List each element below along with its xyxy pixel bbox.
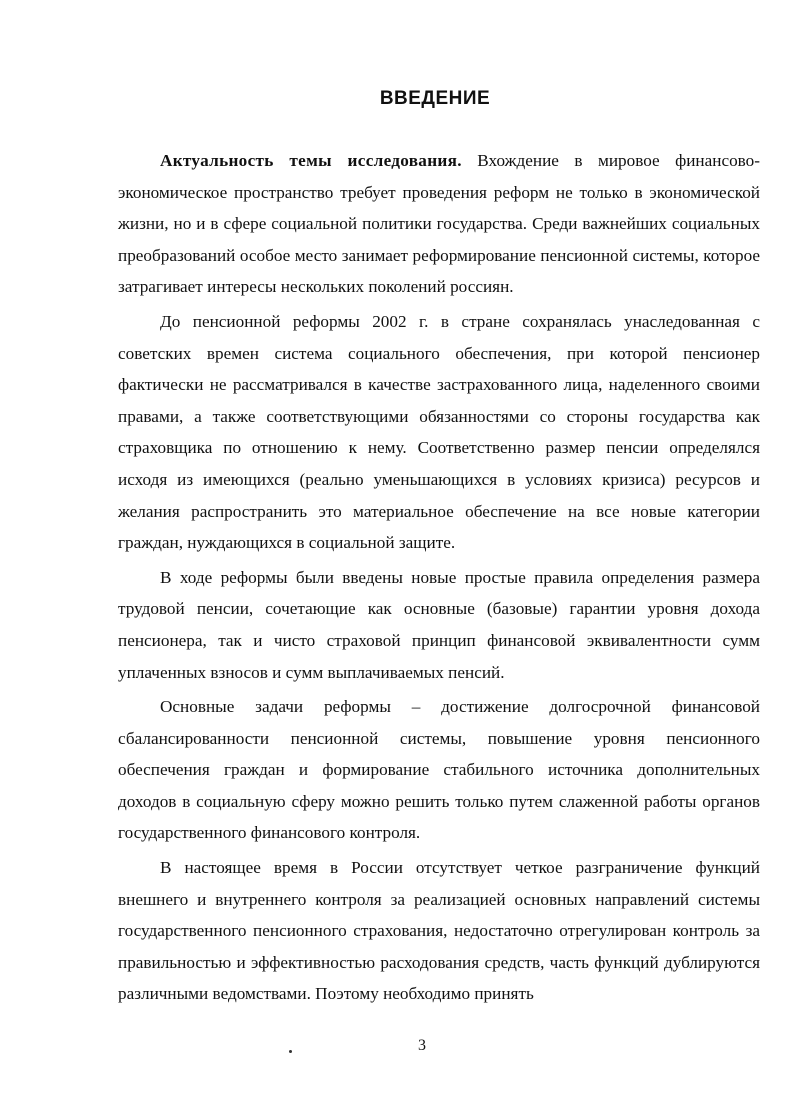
scan-speck xyxy=(289,1050,292,1053)
paragraph-control-functions: В настоящее время в России отсутствует четкое разграничение функций внешнего и внутреннего контроля за реализацией основных направлений системы государственного пенсионного страхования, недостаточно отрегулирован контроль за правильностью и эффективностью расходования средств, часть функций дублируются различными ведомствами. Поэтому необходимо принять xyxy=(118,858,760,1004)
paragraph-reform-rules: В ходе реформы были введены новые простые правила определения размера трудовой пенсии, сочетающие как основные (базовые) гарантии уровня дохода пенсионера, так и чисто страховой принцип финансовой эквивалентности сумм уплаченных взносов и сумм выплачиваемых пенсий. xyxy=(118,567,760,682)
paragraph-before-reform: До пенсионной реформы 2002 г. в стране сохранялась унаследованная с советских времен система социального обеспечения, при которой пенсионер фактически не рассматривался в качестве застрахованного лица, наделенного своими правами, а также соответствующими обязанностями со стороны государства как страховщика по отношению к нему. Соответственно размер пенсии определялся исходя из имеющихся (реально уменьшающихся в условиях кризиса) ресурсов и желания распространить это материальное обеспечение на все новые категории граждан, нуждающихся в социальной защите. xyxy=(118,311,760,553)
paragraph-reform-tasks: Основные задачи реформы – достижение долгосрочной финансовой сбалансированности пенсионной системы, повышение уровня пенсионного обеспечения граждан и формирование стабильного источника дополнительных доходов в социальную сферу можно решить только путем слаженной работы органов государственного финансового контроля. xyxy=(118,697,760,843)
paragraph-relevance xyxy=(118,145,760,303)
paragraph-lead: Актуальность темы исследования. xyxy=(160,151,462,170)
paragraph-text: Вхождение в мировое финансово-экономическое пространство требует проведения реформ не только в экономической жизни, но и в сфере социальной политики государства. Среди важнейших социальных преобразований особое место занимает реформирование пенсионной системы, которое затрагивает интересы нескольких поколений россиян. xyxy=(118,151,760,297)
body-text xyxy=(118,145,760,1010)
page-title: ВВЕДЕНИЕ xyxy=(379,88,491,109)
page-number: 3 xyxy=(418,1037,426,1054)
